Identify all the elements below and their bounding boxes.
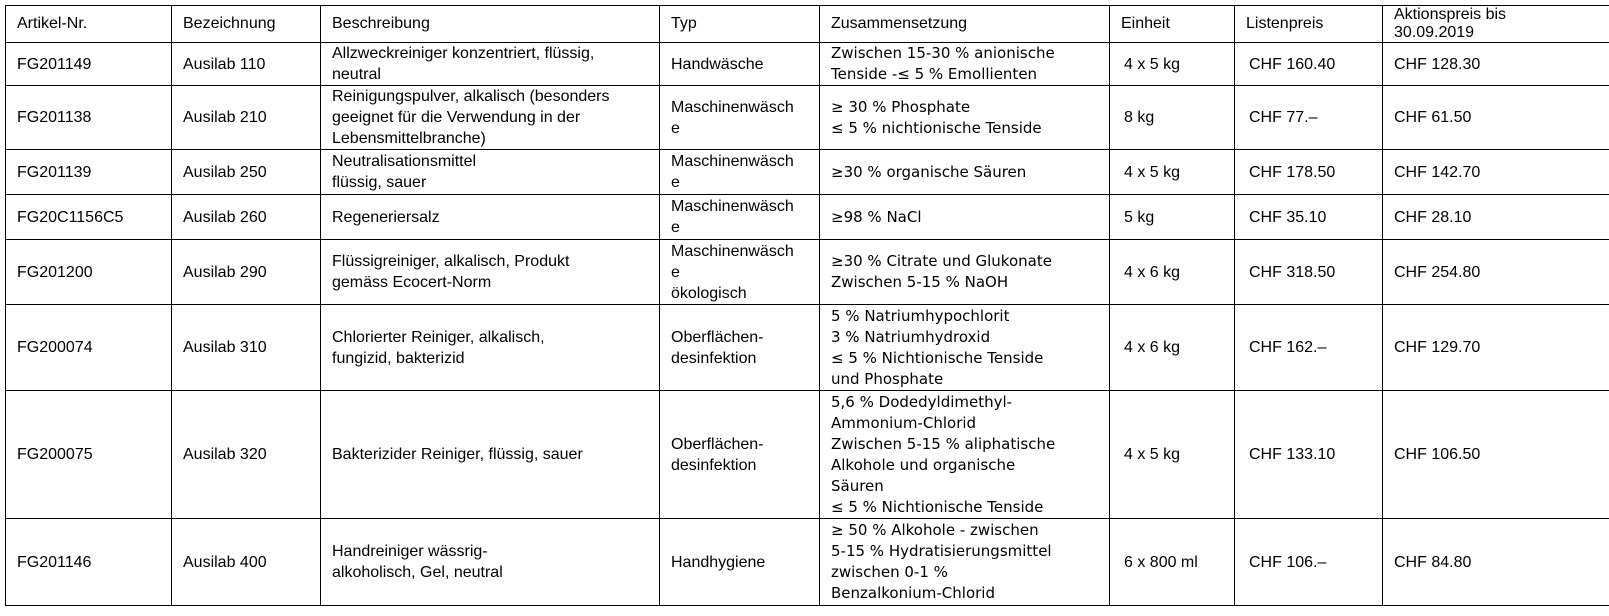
cell-article-no: FG201139 [6,150,172,195]
header-promo-price: Aktionspreis bis 30.09.2019 [1383,6,1609,43]
cell-description: Handreiniger wässrig- alkoholisch, Gel, neutral [321,519,660,606]
table-row [6,519,1609,606]
cell-type: Oberflächen- desinfektion [660,391,820,519]
cell-list-price: CHF 160.40 [1235,43,1383,86]
cell-list-price: CHF 178.50 [1235,150,1383,195]
cell-list-price: CHF 162.– [1235,305,1383,391]
cell-name: Ausilab 310 [172,305,321,391]
table-header-row [6,6,1609,43]
cell-composition: Zwischen 15-30 % anionische Tenside -≤ 5 % Emollienten [820,43,1110,86]
header-type: Typ [660,6,820,43]
cell-list-price: CHF 318.50 [1235,240,1383,305]
cell-promo-price: CHF 28.10 [1383,195,1609,240]
cell-composition: ≥ 30 % Phosphate ≤ 5 % nichtionische Tenside [820,86,1110,150]
cell-promo-price: CHF 254.80 [1383,240,1609,305]
cell-article-no: FG200075 [6,391,172,519]
cell-description: Regeneriersalz [321,195,660,240]
cell-list-price: CHF 35.10 [1235,195,1383,240]
cell-unit: 4 x 5 kg [1110,43,1235,86]
cell-description: Bakterizider Reiniger, flüssig, sauer [321,391,660,519]
table-row [6,43,1609,86]
cell-article-no: FG201138 [6,86,172,150]
cell-article-no: FG20C1156C5 [6,195,172,240]
cell-composition: 5,6 % Dodedyldimethyl- Ammonium-Chlorid Zwischen 5-15 % aliphatische Alkohole und organische Säuren ≤ 5 % Nichtionische Tenside [820,391,1110,519]
cell-list-price: CHF 106.– [1235,519,1383,606]
cell-list-price: CHF 77.– [1235,86,1383,150]
cell-promo-price: CHF 61.50 [1383,86,1609,150]
table-row [6,86,1609,150]
cell-promo-price: CHF 84.80 [1383,519,1609,606]
cell-name: Ausilab 320 [172,391,321,519]
table-row [6,391,1609,519]
cell-article-no: FG201146 [6,519,172,606]
cell-type: Handhygiene [660,519,820,606]
header-composition: Zusammensetzung [820,6,1110,43]
header-unit: Einheit [1110,6,1235,43]
cell-description: Flüssigreiniger, alkalisch, Produkt gemäss Ecocert-Norm [321,240,660,305]
cell-name: Ausilab 290 [172,240,321,305]
cell-unit: 4 x 5 kg [1110,391,1235,519]
cell-description: Chlorierter Reiniger, alkalisch, fungizid, bakterizid [321,305,660,391]
cell-unit: 4 x 5 kg [1110,150,1235,195]
cell-article-no: FG201149 [6,43,172,86]
header-name: Bezeichnung [172,6,321,43]
cell-article-no: FG200074 [6,305,172,391]
cell-promo-price: CHF 129.70 [1383,305,1609,391]
header-article-no: Artikel-Nr. [6,6,172,43]
cell-type: Oberflächen- desinfektion [660,305,820,391]
cell-composition: ≥30 % organische Säuren [820,150,1110,195]
cell-name: Ausilab 400 [172,519,321,606]
cell-type: Maschinenwäsch e [660,86,820,150]
table-row [6,195,1609,240]
cell-type: Maschinenwäsch e ökologisch [660,240,820,305]
table-row [6,150,1609,195]
table-row [6,305,1609,391]
product-price-table [5,5,1609,606]
cell-composition: ≥30 % Citrate und Glukonate Zwischen 5-15 % NaOH [820,240,1110,305]
header-description: Beschreibung [321,6,660,43]
cell-composition: ≥98 % NaCl [820,195,1110,240]
cell-type: Maschinenwäsch e [660,150,820,195]
cell-name: Ausilab 260 [172,195,321,240]
cell-promo-price: CHF 106.50 [1383,391,1609,519]
cell-unit: 8 kg [1110,86,1235,150]
cell-type: Handwäsche [660,43,820,86]
cell-composition: 5 % Natriumhypochlorit 3 % Natriumhydroxid ≤ 5 % Nichtionische Tenside und Phosphate [820,305,1110,391]
table-row [6,240,1609,305]
cell-description: Reinigungspulver, alkalisch (besonders geeignet für die Verwendung in der Lebensmittelbranche) [321,86,660,150]
cell-unit: 4 x 6 kg [1110,305,1235,391]
cell-unit: 6 x 800 ml [1110,519,1235,606]
cell-name: Ausilab 210 [172,86,321,150]
cell-promo-price: CHF 128.30 [1383,43,1609,86]
cell-name: Ausilab 250 [172,150,321,195]
header-list-price: Listenpreis [1235,6,1383,43]
cell-description: Neutralisationsmittel flüssig, sauer [321,150,660,195]
cell-name: Ausilab 110 [172,43,321,86]
cell-article-no: FG201200 [6,240,172,305]
cell-composition: ≥ 50 % Alkohole - zwischen 5-15 % Hydratisierungsmittel zwischen 0-1 % Benzalkonium-Chlorid [820,519,1110,606]
cell-unit: 5 kg [1110,195,1235,240]
cell-description: Allzweckreiniger konzentriert, flüssig, neutral [321,43,660,86]
cell-list-price: CHF 133.10 [1235,391,1383,519]
cell-type: Maschinenwäsch e [660,195,820,240]
cell-promo-price: CHF 142.70 [1383,150,1609,195]
cell-unit: 4 x 6 kg [1110,240,1235,305]
